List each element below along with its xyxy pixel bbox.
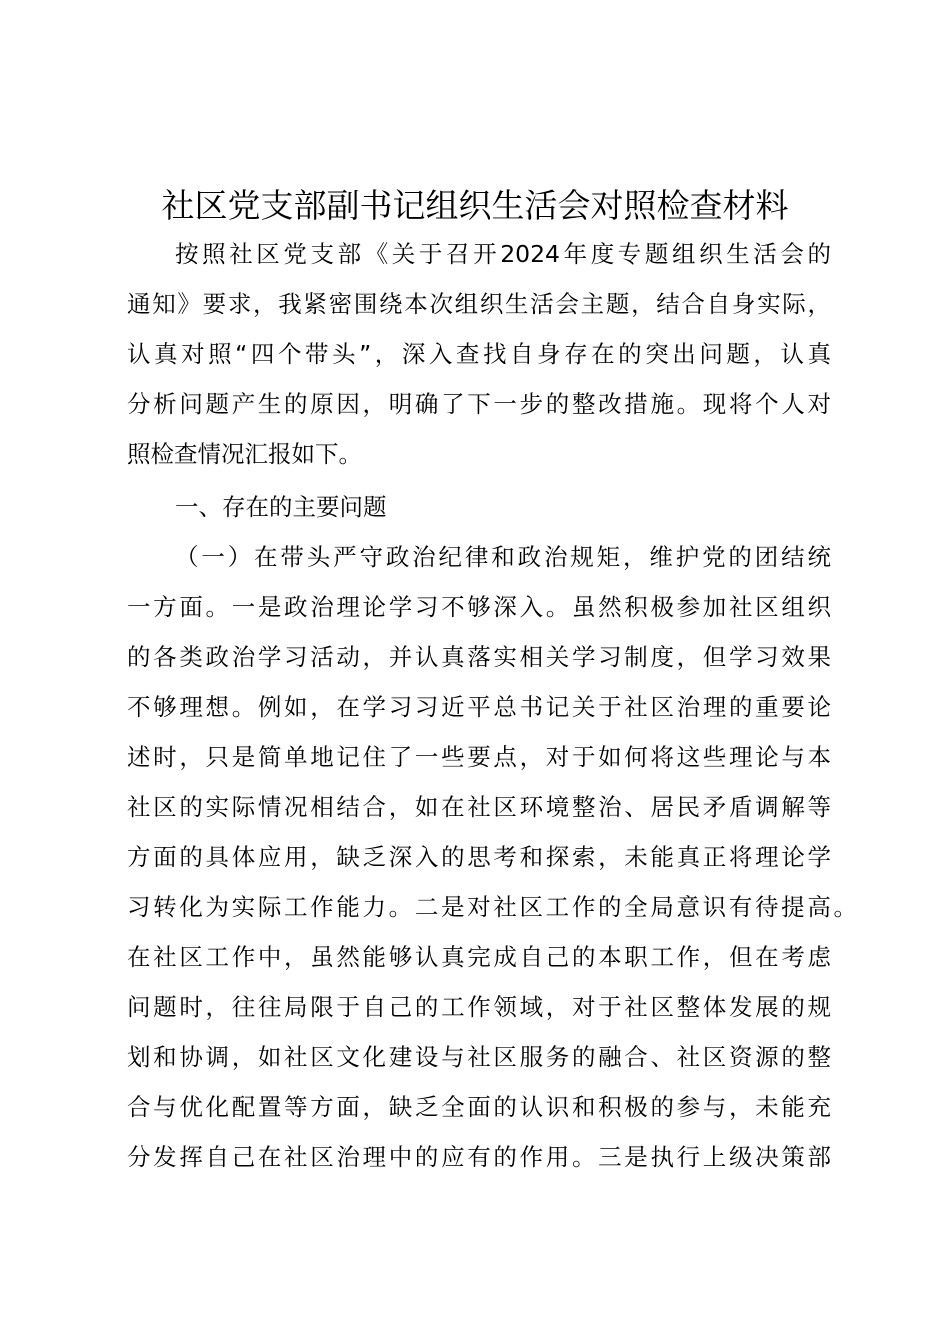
paragraph-line: 分发挥自己在社区治理中的应有的作用。三是执行上级决策部 [127, 1143, 831, 1171]
paragraph-line: 在社区工作中，虽然能够认真完成自己的本职工作，但在考虑 [127, 943, 831, 971]
paragraph-line: 认真对照“四个带头”，深入查找自身存在的突出问题，认真 [127, 340, 831, 368]
paragraph-line: 一方面。一是政治理论学习不够深入。虽然积极参加社区组织 [127, 593, 831, 621]
section-heading: 一、存在的主要问题 [175, 493, 387, 521]
paragraph-line: 问题时，往往局限于自己的工作领域，对于社区整体发展的规 [127, 993, 831, 1021]
paragraph-line: 通知》要求，我紧密围绕本次组织生活会主题，结合自身实际， [127, 290, 831, 318]
paragraph-line: 照检查情况汇报如下。 [127, 440, 362, 468]
document-title: 社区党支部副书记组织生活会对照检查材料 [161, 186, 789, 225]
paragraph-line: 述时，只是简单地记住了一些要点，对于如何将这些理论与本 [127, 743, 831, 771]
paragraph-line: （一）在带头严守政治纪律和政治规矩，维护党的团结统 [175, 543, 831, 571]
paragraph-line: 不够理想。例如，在学习习近平总书记关于社区治理的重要论 [127, 693, 831, 721]
paragraph-line: 社区的实际情况相结合，如在社区环境整治、居民矛盾调解等 [127, 793, 831, 821]
paragraph-line: 按照社区党支部《关于召开2024年度专题组织生活会的 [175, 240, 831, 268]
paragraph-line: 的各类政治学习活动，并认真落实相关学习制度，但学习效果 [127, 643, 831, 671]
paragraph-line: 习转化为实际工作能力。二是对社区工作的全局意识有待提高。 [127, 893, 857, 921]
paragraph-line: 分析问题产生的原因，明确了下一步的整改措施。现将个人对 [127, 390, 831, 418]
paragraph-line: 合与优化配置等方面，缺乏全面的认识和积极的参与，未能充 [127, 1093, 831, 1121]
paragraph-line: 方面的具体应用，缺乏深入的思考和探索，未能真正将理论学 [127, 843, 831, 871]
paragraph-line: 划和协调，如社区文化建设与社区服务的融合、社区资源的整 [127, 1043, 831, 1071]
